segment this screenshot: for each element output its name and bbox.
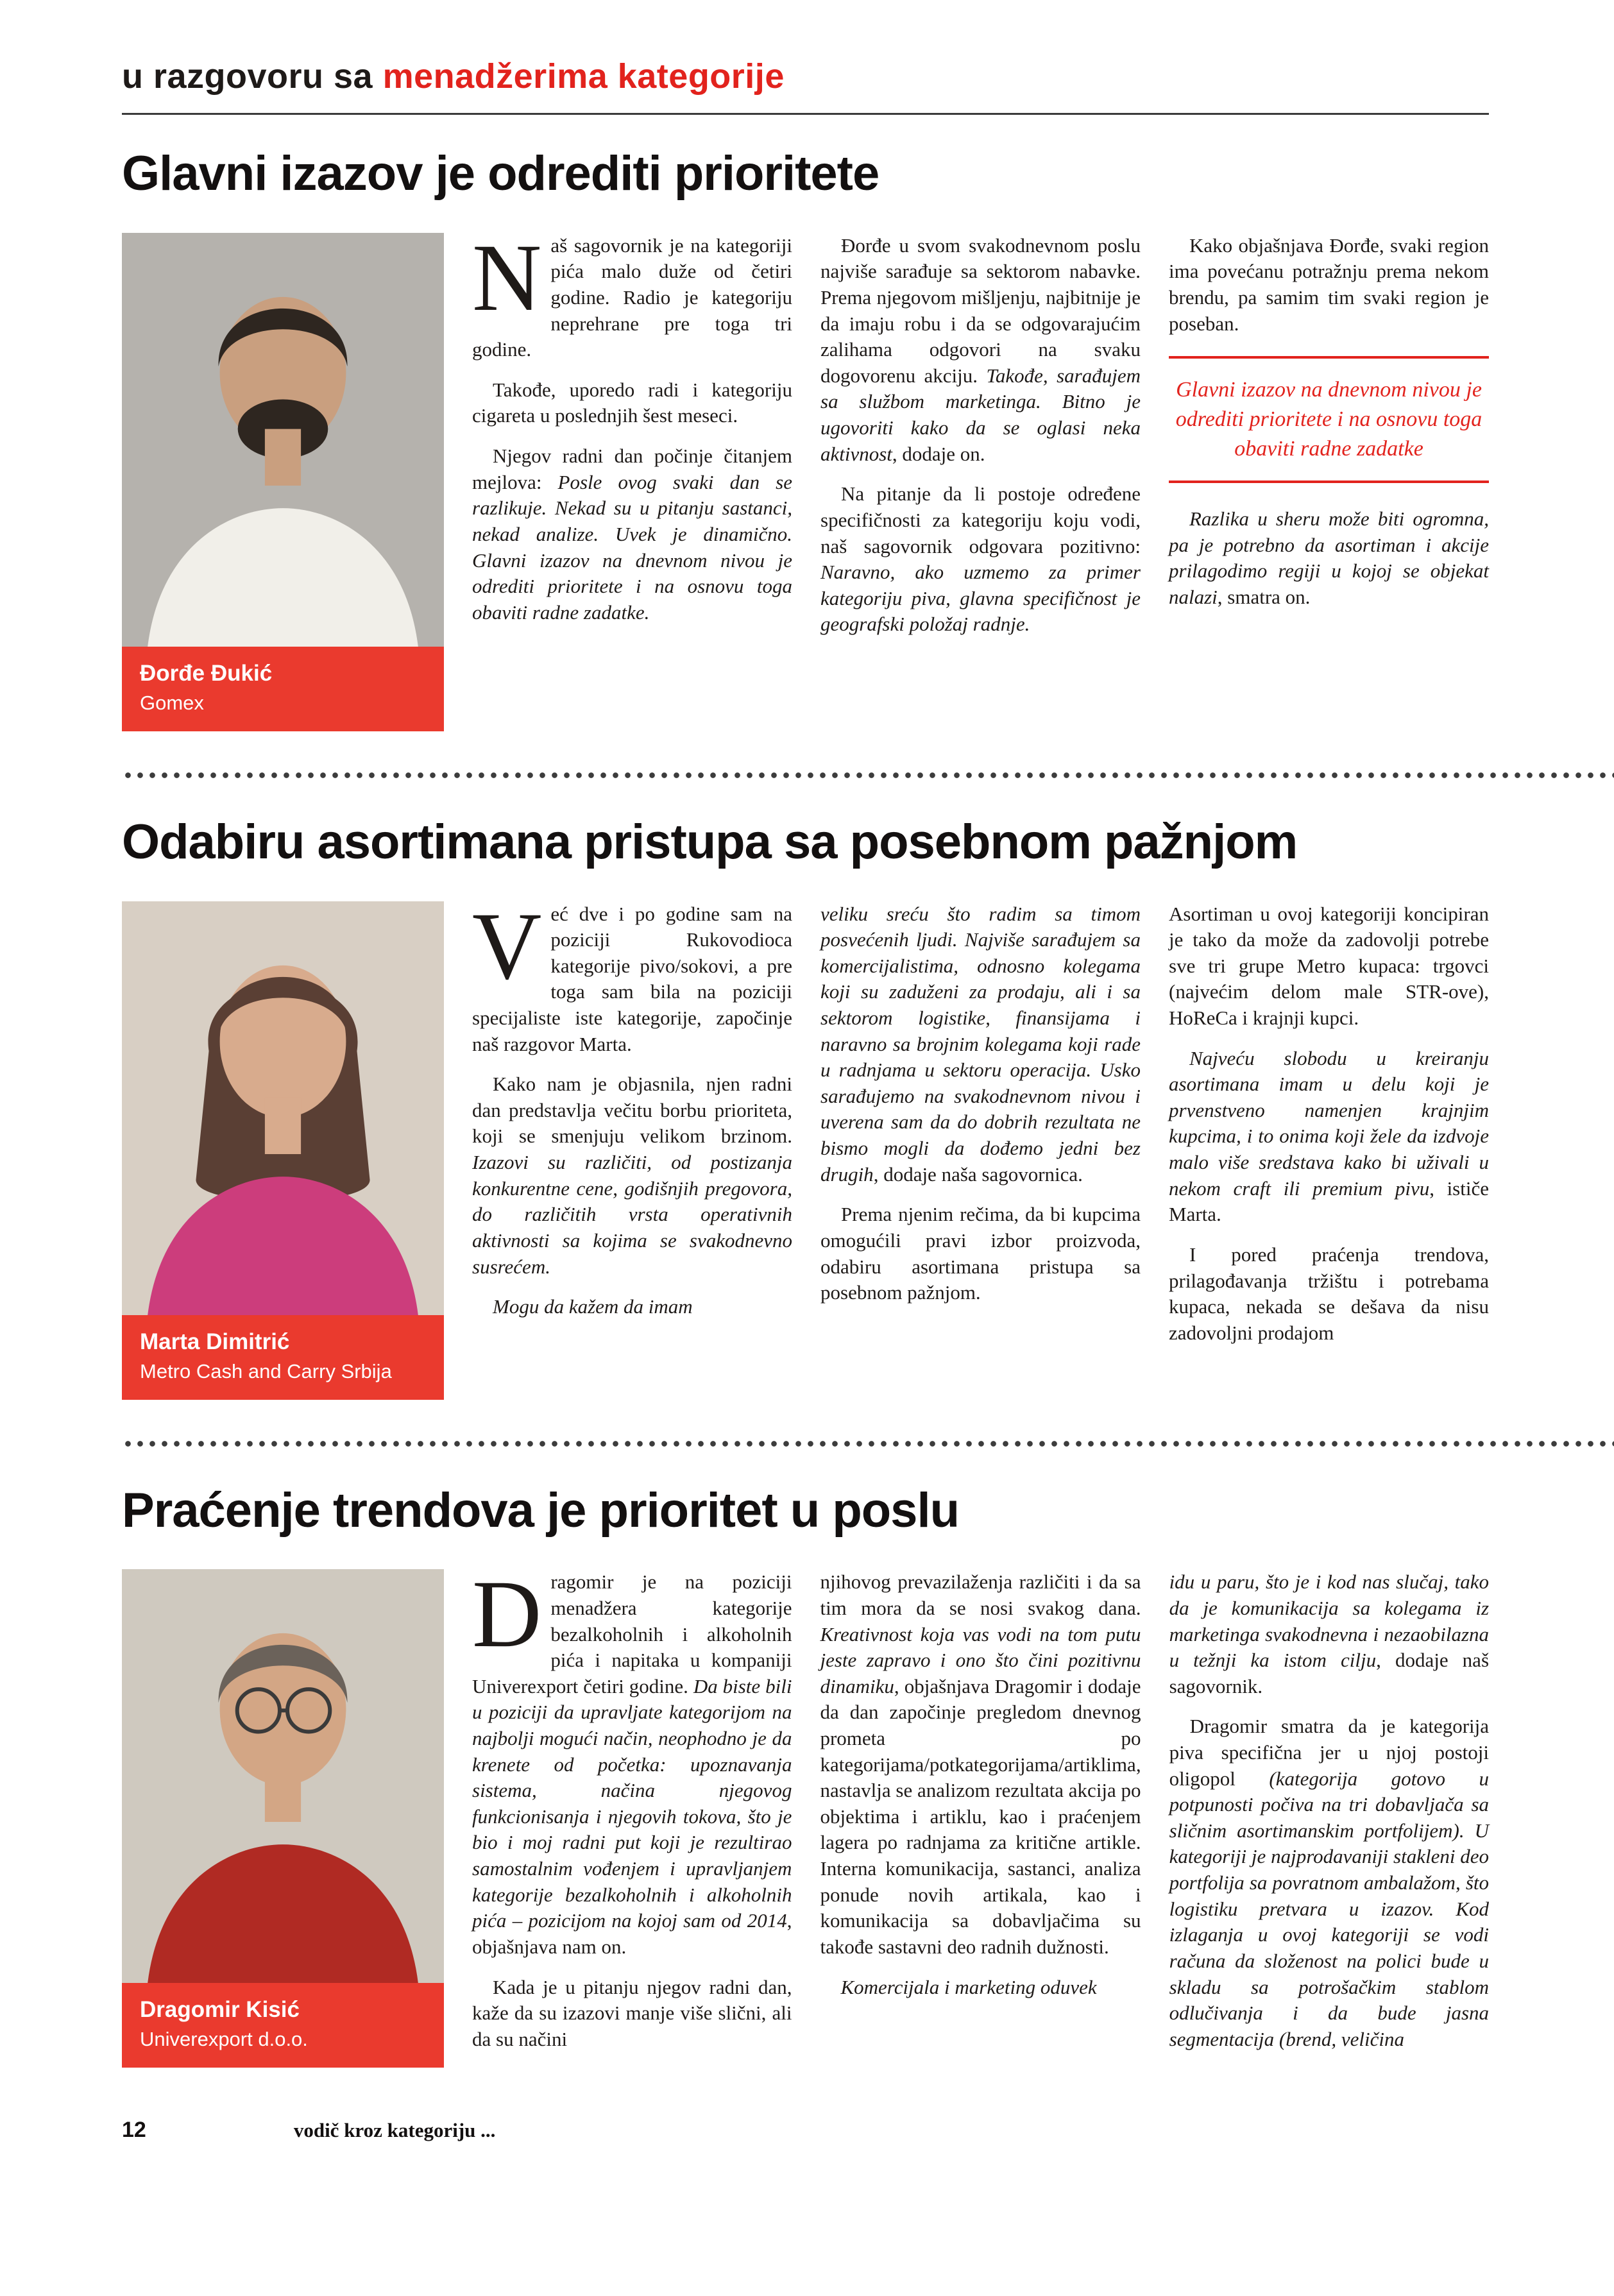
page-number: 12 (122, 2118, 146, 2143)
body-paragraph (472, 377, 792, 429)
body-text: Kako nam je objasnila, njen radni dan predstavlja večitu borbu prioriteta, koji se smenjuju velikom brzinom. (472, 1073, 792, 1148)
article-section (122, 115, 1489, 731)
portrait-figure (122, 901, 444, 1400)
quote-text: Najveću slobodu u kreiranju asortimana imam u delu koji je prvenstveno namenjen krajnjim kupcima, i to onima koji žele da izdvoje malo više sredstava kako bi uživali u nekom craft ili premium pivu (1169, 1046, 1489, 1200)
portrait-photo (122, 233, 444, 647)
portrait-illustration (122, 901, 444, 1315)
quote-text: veliku sreću što radim sa timom posvećenih ljudi. Najviše sarađujem sa komercijalistima, odnosno kolegama koji su zaduženi za prodaju, ali i sa sektorom logistike, finansijama i naravno sa brojnim kolegama koji rade u radnjama u sektoru operacija. Usko sarađujemo na svakodnevnom nivou i uverena sam da do dobrih rezultata ne bismo mogli da dođemo jedni bez drugih (820, 902, 1141, 1186)
body-text: eć dve i po godine sam na poziciji Rukovodioca kategorije pivo/sokovi, a pre toga sam bila na poziciji specijaliste iste kategorije, započinje naš razgovor Marta. (472, 902, 792, 1055)
dotted-divider (122, 771, 1614, 779)
body-text: , dodaje naša sagovornica. (873, 1162, 1083, 1186)
kicker-black: u razgovoru sa (122, 57, 383, 96)
body-paragraph (820, 1202, 1141, 1305)
body-text: Dragomir smatra da je kategorija piva specifična jer u njoj postoji oligopol (1169, 1715, 1490, 1790)
quote-text: Mogu da kažem da imam (493, 1295, 693, 1318)
photo-caption (122, 1983, 444, 2068)
body-text: I pored praćenja trendova, prilagođavanja tržištu i potrebama kupaca, nekada se dešava da nisu zadovoljni prodajom (1169, 1243, 1489, 1344)
body-paragraph (820, 1569, 1141, 1960)
quote-text: Naravno, ako uzmemo za primer kategoriju piva, glavna specifičnost je geografski položaj radnje. (820, 561, 1141, 636)
text-column-3 (1169, 1569, 1489, 2066)
body-text: , dodaje on. (892, 442, 985, 465)
text-column-2 (820, 1569, 1141, 2014)
section-headline: Odabiru asortimana pristupa sa posebnom pažnjom (122, 814, 1298, 869)
drop-cap: D (472, 1561, 542, 1668)
photo-caption (122, 1315, 444, 1400)
section-body (122, 224, 1489, 731)
body-paragraph (1169, 233, 1489, 337)
article-section (122, 783, 1489, 1400)
body-paragraph (472, 1975, 792, 2053)
body-paragraph (1169, 1713, 1489, 2052)
body-paragraph (1169, 901, 1489, 1032)
quote-text: (kategorija gotovo u potpunosti počiva na tri dobavljača sa sličnim asortimanskim portfolijem). U kategoriji je najprodavaniji stakleni deo portfolija sa povratnom ambalažom, što logistiku pretvara u izazov. Kod izlaganja u ovoj kategoriji se vodi računa da složenost na polici bude u skladu sa potrošačkim stablom odlučivanja i da bude jasna segmentacija (brend, veličina (1169, 1767, 1490, 2050)
portrait-photo (122, 1569, 444, 1983)
body-text: Prema njenim rečima, da bi kupcima omogućili pravi izbor proizvoda, odabiru asortimana pristupa sa posebnom pažnjom. (820, 1203, 1141, 1304)
body-paragraph (1169, 1242, 1489, 1346)
page-footer (122, 2068, 1489, 2143)
text-column-2 (820, 233, 1141, 652)
body-text: Takođe, uporedo radi i kategoriju cigareta u poslednjih šest meseci. (472, 378, 792, 427)
drop-cap: V (472, 892, 542, 999)
article-section (122, 1452, 1489, 2068)
section-wrapper (122, 1452, 1489, 2068)
portrait-figure (122, 1569, 444, 2068)
quote-text: Razlika u sheru može biti ogromna, pa je potrebno da asortiman i akcije prilagodimo regiji u kojoj se objekat nalazi (1169, 507, 1489, 608)
body-paragraph (1169, 1569, 1489, 1699)
text-column-1 (472, 892, 792, 1334)
quote-text: Komercijala i marketing oduvek (840, 1975, 1097, 1998)
body-text: njihovog prevazilaženja različiti i da sa tim mora da se nosi svakog dana. (820, 1570, 1141, 1619)
text-column-1 (472, 224, 792, 640)
body-text: , objašnjava nam on. (472, 1909, 792, 1958)
pull-quote: Glavni izazov na dnevnom nivou je odrediti prioritete i na osnovu toga obaviti radne zadatke (1169, 356, 1489, 483)
portrait-figure (122, 233, 444, 731)
sections-container (122, 115, 1489, 2068)
portrait-photo (122, 901, 444, 1315)
text-column-2 (820, 901, 1141, 1320)
body-paragraph (1169, 1046, 1489, 1228)
body-paragraph (820, 481, 1141, 638)
body-text: aš sagovornik je na kategoriji pića malo duže od četiri godine. Radio je kategoriju neprehrane pre toga tri godine. (472, 234, 792, 361)
body-paragraph (472, 1071, 792, 1280)
body-text: , ističe Marta. (1169, 1177, 1489, 1226)
person-name: Marta Dimitrić (140, 1329, 290, 1354)
section-wrapper (122, 783, 1489, 1448)
body-text: , smatra on. (1217, 585, 1311, 608)
body-text: Asortiman u ovoj kategoriji koncipiran je tako da može da zadovolji potrebe sve tri grupe Metro kupaca: trgovci (najvećim delom male STR-ove), HoReCa i krajnji kupci. (1169, 902, 1489, 1030)
body-text: , objašnjava Dragomir i dodaje da dan započinje pregledom dnevnog prometa po kategorijama/potkategorijama/artiklima, nastavlja se analizom rezultata akcija po objektima i artiklu, kao i praćenjem lagera po radnjama za kritične artikle. Interna komunikacija, sastanci, analiza ponude novih artikala, kao i komunikacija sa dobavljačima su takođe sastavni deo radnih dužnosti. (820, 1674, 1141, 1958)
section-body (122, 1561, 1490, 2068)
body-text: Njegov radni dan počinje čitanjem mejlova: (472, 445, 792, 493)
body-paragraph (472, 1294, 792, 1320)
person-organization: Gomex (140, 691, 204, 714)
person-organization: Metro Cash and Carry Srbija (140, 1359, 392, 1382)
body-text: ragomir je na poziciji menadžera kategorije bezalkoholnih i alkoholnih pića i napitaka u kompaniji Univerexport četiri godine. (472, 1570, 792, 1697)
section-wrapper (122, 115, 1489, 779)
quote-text: Izazovi su različiti, od postizanja konkurentne cene, godišnjih pregovora, do različitih vrsta operativnih aktivnosti sa kojima se svakodnevno susrećem. (472, 1151, 792, 1278)
portrait-illustration (122, 233, 444, 647)
body-paragraph (472, 224, 792, 363)
quote-text: idu u paru, što je i kod nas slučaj, tako da je komunikacija sa kolegama iz marketinga svakodnevna i nezaobilazna u težnji ka istom cilju (1169, 1570, 1490, 1672)
section-headline: Glavni izazov je odrediti prioritete (122, 146, 879, 201)
person-name: Dragomir Kisić (140, 1997, 300, 2023)
body-text: , dodaje naš sagovornik. (1169, 1649, 1490, 1697)
body-text: Kada je u pitanju njegov radni dan, kaže da su izazovi manje više slični, ali da su načini (472, 1975, 792, 2050)
quote-text: Da biste bili u poziciji da upravljate kategorijom na najbolji mogući način, neophodno je da krenete od početka: upoznavanja sistema, načina njegovog funkcionisanja i njegovih tokova, što je bio i moj radni put koji je rezultirao samostalnim vođenjem i upravljanjem kategorije bezalkoholnih i alkoholnih pića – pozicijom na kojoj sam od 2014 (472, 1674, 792, 1932)
body-paragraph (820, 233, 1141, 467)
body-paragraph (472, 443, 792, 625)
portrait-illustration (122, 1569, 444, 1983)
body-text: Kako objašnjava Đorđe, svaki region ima povećanu potražnju prema nekom brendu, pa samim tim svaki region je poseban. (1169, 234, 1489, 335)
person-name: Đorđe Đukić (140, 660, 273, 686)
body-text: Na pitanje da li postoje određene specifičnosti za kategoriju koju vodi, naš sagovornik odgovara pozitivno: (820, 482, 1141, 557)
footer-caption: vodič kroz kategoriju ... (293, 2119, 496, 2142)
quote-text: Kreativnost koja vas vodi na tom putu jeste zapravo i ono što čini pozitivnu dinamiku (820, 1622, 1141, 1697)
body-paragraph (1169, 506, 1489, 610)
body-paragraph (472, 1561, 792, 1960)
body-text: Đorđe u svom svakodnevnom poslu najviše sarađuje sa sektorom nabavke. Prema njegovom mišljenju, najbitnije je da imaju robu i da se odgovarajućim zalihama odgovori na svaku dogovorenu akciju. (820, 234, 1141, 387)
text-column-3 (1169, 233, 1489, 625)
kicker-red: menadžerima kategorije (382, 57, 785, 96)
dotted-divider (122, 1440, 1614, 1448)
body-paragraph (820, 1975, 1141, 2001)
section-body (122, 892, 1489, 1400)
person-organization: Univerexport d.o.o. (140, 2028, 308, 2051)
text-column-3 (1169, 901, 1489, 1361)
drop-cap: N (472, 224, 542, 331)
kicker (122, 56, 1489, 115)
body-paragraph (472, 892, 792, 1058)
photo-caption (122, 647, 444, 731)
quote-text: Takođe, sarađujem sa službom marketinga. Bitno je ugovoriti kako da se oglasi neka aktivnost (820, 364, 1141, 465)
body-paragraph (820, 901, 1141, 1188)
quote-text: Posle ovog svaki dan se razlikuje. Nekad su u pitanju sastanci, nekad analize. Uvek je dinamično. Glavni izazov na dnevnom nivou je odrediti prioritete i na osnovu toga obaviti radne zadatke. (472, 470, 792, 624)
section-headline: Praćenje trendova je prioritet u poslu (122, 1483, 959, 1538)
text-column-1 (472, 1561, 792, 2066)
